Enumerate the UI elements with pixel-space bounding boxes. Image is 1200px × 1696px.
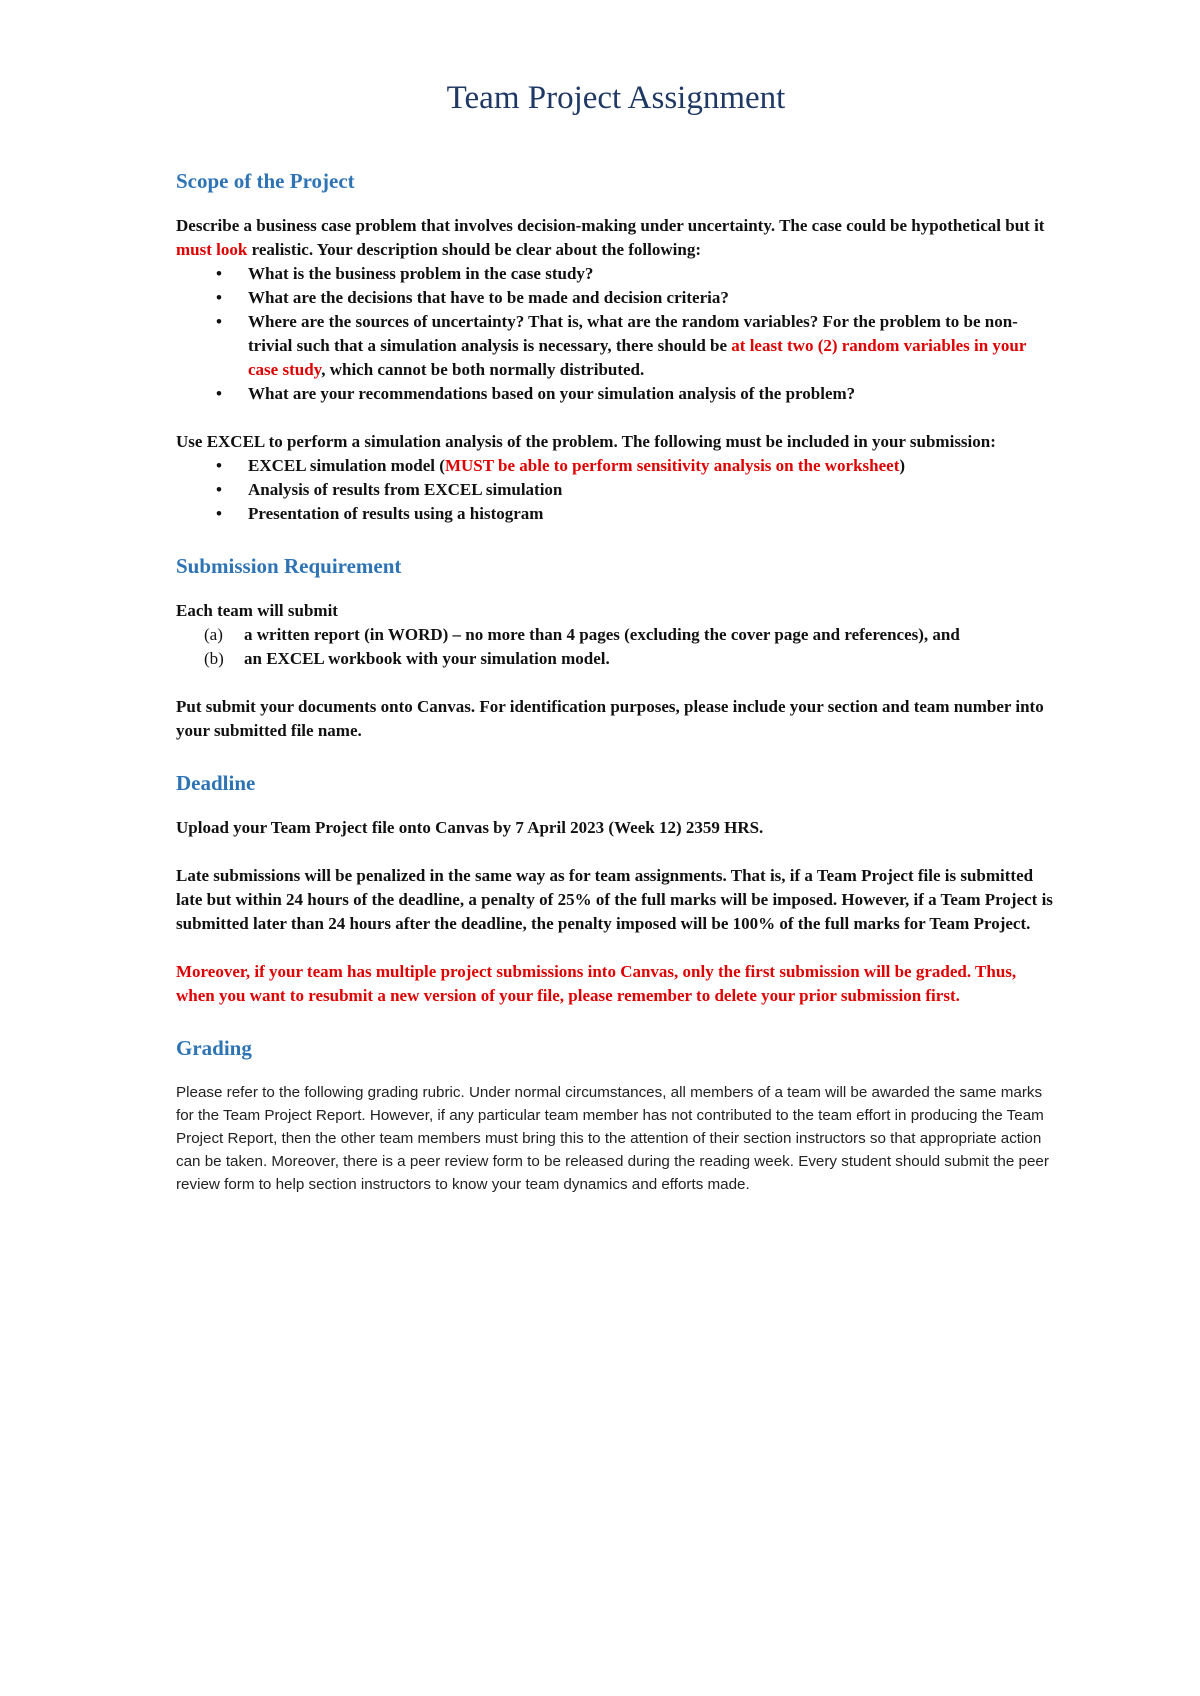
submission-item-a-text: a written report (in WORD) – no more than 4 pages (excluding the cover page and references), and xyxy=(244,625,960,644)
excel-bullet-list xyxy=(176,454,1056,526)
excel-bullet-1 xyxy=(216,454,1056,478)
submission-list xyxy=(176,623,1056,671)
scope-bullet-2: • What are the decisions that have to be made and decision criteria? xyxy=(216,286,1056,310)
deadline-heading: Deadline xyxy=(176,771,256,795)
scope-intro-emphasis: must look xyxy=(176,240,248,259)
scope-bullet-3-part-1: Where are the sources of uncertainty? That is, what are the random variables? For the problem to be non-trivial such that a simulation analysis is necessary, there should be xyxy=(248,312,1018,355)
deadline-warning: Moreover, if your team has multiple project submissions into Canvas, only the first submission will be graded. Thus, when you want to resubmit a new version of your file, please remember to delete your prior submission first. xyxy=(176,962,1017,1005)
scope-bullet-1: • What is the business problem in the case study? xyxy=(216,262,1056,286)
excel-intro: Use EXCEL to perform a simulation analysis of the problem. The following must be included in your submission: xyxy=(176,432,996,451)
submission-item-b-text: an EXCEL workbook with your simulation model. xyxy=(244,649,610,668)
scope-bullet-4: • What are your recommendations based on your simulation analysis of the problem? xyxy=(216,382,1056,406)
submission-note: Put submit your documents onto Canvas. For identification purposes, please include your section and team number into your submitted file name. xyxy=(176,697,1044,740)
page-title: Team Project Assignment xyxy=(446,80,786,116)
scope-bullet-3-part-2: , which cannot be both normally distributed. xyxy=(321,360,645,379)
submission-item-a xyxy=(204,623,1056,647)
document-content xyxy=(176,80,1056,1196)
excel-bullet-1-part-1: EXCEL simulation model ( xyxy=(248,456,445,475)
submission-item-b-marker: (b) xyxy=(204,649,224,668)
submission-intro: Each team will submit xyxy=(176,601,338,620)
excel-bullet-2: • Analysis of results from EXCEL simulation xyxy=(216,478,1056,502)
deadline-upload: Upload your Team Project file onto Canvas by 7 April 2023 (Week 12) 2359 HRS. xyxy=(176,818,764,837)
scope-bullet-3-emphasis: at least two (2) random variables in your case study xyxy=(248,336,1027,379)
submission-item-b xyxy=(204,647,1056,671)
grading-heading: Grading xyxy=(176,1036,252,1060)
scope-heading: Scope of the Project xyxy=(176,169,355,193)
excel-bullet-3: • Presentation of results using a histogram xyxy=(216,502,1056,526)
excel-bullet-1-part-2: ) xyxy=(899,456,906,475)
scope-intro-part-2: realistic. Your description should be clear about the following: xyxy=(247,240,701,259)
submission-heading: Submission Requirement xyxy=(176,554,402,578)
scope-intro-part-1: Describe a business case problem that involves decision-making under uncertainty. The case could be hypothetical but it xyxy=(176,216,1045,235)
excel-bullet-1-emphasis: MUST be able to perform sensitivity analysis on the worksheet xyxy=(444,456,900,475)
submission-item-a-marker: (a) xyxy=(204,625,223,644)
scope-intro xyxy=(176,214,1056,262)
scope-bullet-list xyxy=(176,262,1056,406)
grading-text: Please refer to the following grading rubric. Under normal circumstances, all members of a team will be awarded the same marks for the Team Project Report. However, if any particular team member has not contributed to the team effort in producing the Team Project Report, then the other team members must bring this to the attention of their section instructors so that appropriate action can be taken. Moreover, there is a peer review form to be released during the reading week. Every student should submit the peer review form to help section instructors to know your team dynamics and efforts made. xyxy=(176,1084,1049,1193)
deadline-late-policy: Late submissions will be penalized in the same way as for team assignments. That is, if a Team Project file is submitted late but within 24 hours of the deadline, a penalty of 25% of the full marks will be imposed. However, if a Team Project is submitted later than 24 hours after the deadline, the penalty imposed will be 100% of the full marks for Team Project. xyxy=(176,866,1053,933)
scope-bullet-3 xyxy=(216,310,1056,382)
